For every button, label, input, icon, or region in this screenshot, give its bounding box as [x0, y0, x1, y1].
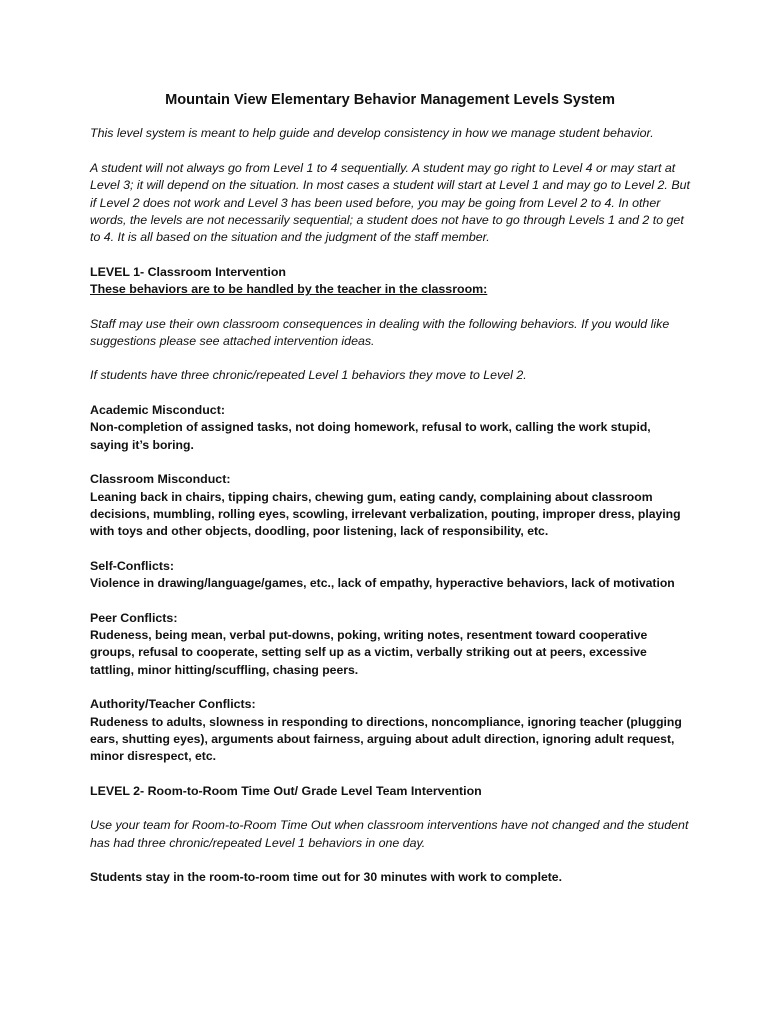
category-self [90, 558, 690, 593]
category-authority [90, 696, 690, 766]
category-text: Leaning back in chairs, tipping chairs, chewing gum, eating candy, complaining about classroom decisions, mumbling, rolling eyes, scowling, irrelevant verbalization, pouting, improper dress, playing with toys and other objects, doodling, poor listening, lack of responsibility, etc. [90, 489, 681, 539]
category-text: Rudeness to adults, slowness in responding to directions, noncompliance, ignoring teacher (plugging ears, shutting eyes), arguments about fairness, arguing about adult direction, ignoring adult request, minor disrespect, etc. [90, 714, 682, 764]
category-academic [90, 402, 690, 454]
level1-heading: LEVEL 1- Classroom Intervention [90, 264, 286, 279]
category-heading: Classroom Misconduct: [90, 472, 231, 487]
category-heading: Peer Conflicts: [90, 610, 178, 625]
level1-move-note: If students have three chronic/repeated Level 1 behaviors they move to Level 2. [90, 368, 527, 383]
level2-team-note: Use your team for Room-to-Room Time Out when classroom interventions have not changed and the student has had three chronic/repeated Level 1 behaviors in one day. [90, 818, 689, 850]
level2-stay-note: Students stay in the room-to-room time out for 30 minutes with work to complete. [90, 870, 562, 884]
category-text: Rudeness, being mean, verbal put-downs, poking, writing notes, resentment toward cooperative groups, refusal to cooperate, setting self up as a victim, verbally striking out at peers, excessive tattling, minor hitting/scuffling, chasing peers. [90, 627, 648, 677]
intro-paragraph: This level system is meant to help guide and develop consistency in how we manage student behavior. [90, 126, 654, 141]
category-heading: Authority/Teacher Conflicts: [90, 697, 256, 712]
category-peer [90, 610, 690, 680]
category-heading: Self-Conflicts: [90, 558, 174, 573]
category-heading: Academic Misconduct: [90, 402, 225, 417]
category-text: Non-completion of assigned tasks, not doing homework, refusal to work, calling the work stupid, saying it’s boring. [90, 420, 651, 452]
sequence-paragraph: A student will not always go from Level 1 to 4 sequentially. A student may go right to Level 4 or may start at Level 3; it will depend on the situation. In most cases a student will start at Level 1 and may go to Level 2. But if Level 2 does not work and Level 3 has been used before, you may be going from Level 2 to 4. In other words, the levels are not necessarily sequential; a student does not have to go through Levels 1 and 2 to get to 4. It is all based on the situation and the judgment of the staff member. [90, 160, 690, 245]
category-classroom [90, 471, 690, 541]
level2-heading: LEVEL 2- Room-to-Room Time Out/ Grade Level Team Intervention [90, 783, 482, 798]
document-page [90, 92, 690, 903]
document-title: Mountain View Elementary Behavior Management Levels System [165, 92, 615, 108]
level1-subheading: These behaviors are to be handled by the teacher in the classroom: [90, 282, 488, 297]
category-text: Violence in drawing/language/games, etc., lack of empathy, hyperactive behaviors, lack of motivation [90, 576, 675, 591]
level1-staff-note: Staff may use their own classroom consequences in dealing with the following behaviors. If you would like suggestions please see attached intervention ideas. [90, 316, 670, 349]
